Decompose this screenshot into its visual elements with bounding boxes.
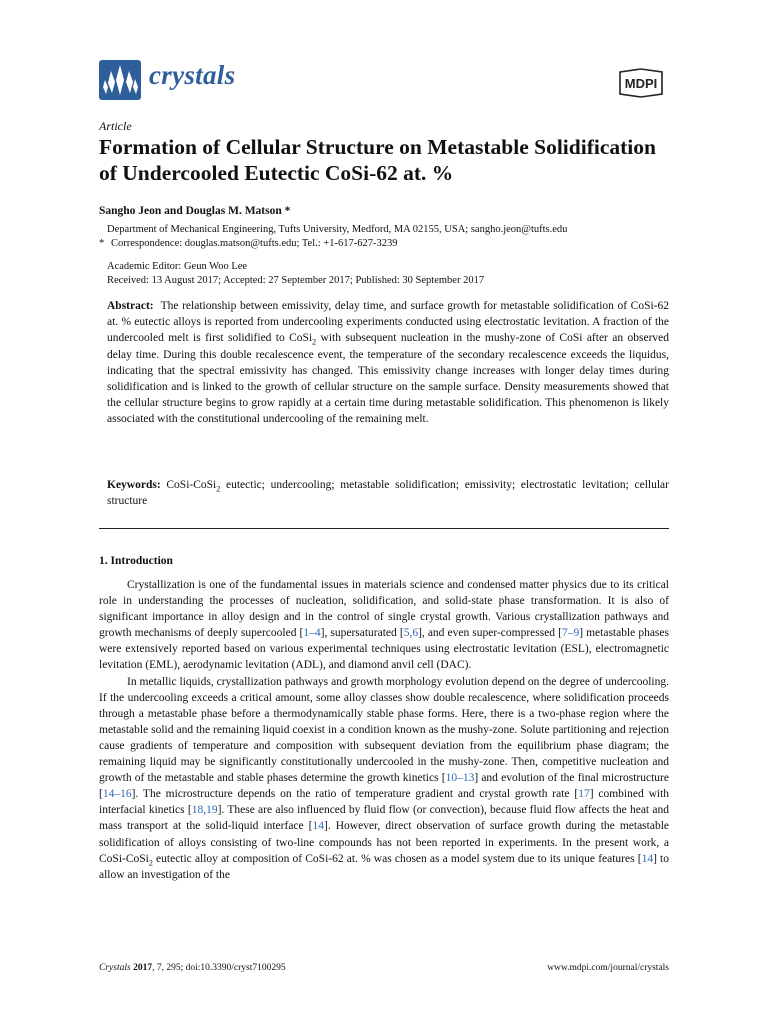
- abstract: [107, 298, 669, 428]
- text: ] combined with interfacial kinetics [: [99, 788, 670, 817]
- footer-year: 2017: [133, 963, 153, 973]
- keywords-text-1: CoSi-CoSi: [166, 479, 217, 491]
- mdpi-logo-text: MDPI: [624, 76, 658, 91]
- keywords: [107, 477, 669, 509]
- publication-dates: Received: 13 August 2017; Accepted: 27 September 2017; Published: 30 September 2017: [107, 275, 485, 286]
- abstract-label: Abstract:: [107, 300, 154, 312]
- journal-name: crystals: [149, 60, 236, 90]
- text: ]. These are also influenced by fluid flow (or convection), because fluid flow affects the heat and mass transport at the solid-liquid interface [: [99, 804, 669, 833]
- section-heading: 1. Introduction: [99, 555, 173, 567]
- mdpi-logo: [614, 68, 668, 98]
- text: eutectic alloy at composition of CoSi-62 at. % was chosen as a model system due to its unique features [: [152, 852, 642, 865]
- section-divider: [99, 528, 669, 529]
- abstract-text-1: The relationship between emissivity, delay time, and surface growth for metastable solidification of CoSi-62 at. % eutectic alloys is reported from undercooling experiments conducted using electrostatic levitation. A fraction of the undercooled melt is first solidified to CoSi: [107, 300, 669, 345]
- authors: Sangho Jeon and Douglas M. Matson *: [99, 205, 291, 217]
- text: ] to allow an investigation of the: [99, 852, 669, 881]
- article-type: Article: [99, 119, 132, 133]
- text: ] metastable phases were extensively reported based on various experimental techniques using electrostatic levitation (ESL), electromagnetic levitation (EML), aerodynamic levitation (ADL), and diamond anvil cell (DAC).: [99, 627, 669, 672]
- citation-link[interactable]: 10–13: [445, 772, 475, 785]
- footer-journal: Crystals: [99, 963, 131, 973]
- citation-link[interactable]: 5,6: [403, 627, 419, 640]
- citation-link[interactable]: 14: [641, 852, 654, 865]
- introduction-body: [99, 577, 669, 883]
- text: ], and even super-compressed [: [418, 627, 562, 640]
- citation-link[interactable]: 18,19: [191, 804, 218, 817]
- citation-link[interactable]: 7–9: [561, 627, 580, 640]
- academic-editor: Academic Editor: Geun Woo Lee: [107, 261, 248, 272]
- paragraph-1: [99, 577, 669, 674]
- crystal-cluster-icon: [99, 60, 141, 100]
- citation-link[interactable]: 1–4: [303, 627, 321, 640]
- abstract-subscript: 2: [312, 337, 317, 347]
- keywords-subscript: 2: [216, 484, 221, 494]
- text: ]. The microstructure depends on the ratio of temperature gradient and crystal growth rate [: [131, 788, 579, 801]
- text: Crystallization is one of the fundamental issues in materials science and condensed matter physics due to its critical role in understanding the processes of nucleation, solidification, and solid-state phase transformation. It is also of significant importance in alloy design and in the control of single crystal growth. Various crystallization pathways and growth mechanisms of deeply supercooled [: [99, 579, 669, 640]
- footer-citation: [99, 963, 286, 973]
- text: ] and evolution of the final microstructure [: [99, 772, 669, 801]
- crystals-logo: [99, 60, 141, 100]
- correspondence: [99, 237, 398, 251]
- citation-link[interactable]: 17: [578, 788, 590, 801]
- abstract-text-2: with subsequent nucleation in the mushy-zone of CoSi after an observed delay time. During this double recalescence event, the temperature of the secondary recalescence exceeds the liquidus, indicating that the spectral emissivity has changed. This emissivity change increases with longer delay times during solidification and is linked to the growth of cellular structure on the sample surface. Density measurements showed that the cellular structure begins to grow rapidly at a certain time during metastable solidification. This phenomenon is likely associated with the constitutional undercooling of the remaining melt.: [107, 332, 669, 426]
- affiliation: Department of Mechanical Engineering, Tufts University, Medford, MA 02155, USA; sangho.jeon@tufts.edu: [107, 224, 568, 235]
- article-title: Formation of Cellular Structure on Metastable Solidification of Undercooled Eutectic CoSi-62 at. %: [99, 135, 656, 185]
- subscript: 2: [148, 857, 153, 867]
- text: ], supersaturated [: [320, 627, 404, 640]
- paragraph-2: [99, 674, 669, 883]
- correspondence-text: Correspondence: douglas.matson@tufts.edu; Tel.: +1-617-627-3239: [111, 238, 398, 249]
- keywords-text-2: eutectic; undercooling; metastable solidification; emissivity; electrostatic levitation; cellular structure: [107, 479, 669, 508]
- footer-doi: , 7, 295; doi:10.3390/cryst7100295: [152, 963, 286, 973]
- text: ]. However, direct observation of surface growth during the metastable solidification of alloys consisting of two-line compounds has not been reported in experiments. In the present work, a CoSi-CoSi: [99, 820, 669, 865]
- citation-link[interactable]: 14: [312, 820, 324, 833]
- footer-url[interactable]: www.mdpi.com/journal/crystals: [547, 963, 669, 973]
- citation-link[interactable]: 14–16: [102, 788, 132, 801]
- correspondence-mark: *: [99, 238, 105, 249]
- keywords-label: Keywords:: [107, 479, 161, 491]
- text: In metallic liquids, crystallization pathways and growth morphology evolution depend on the degree of undercooling. If the undercooling exceeds a critical amount, some alloy classes show double recalescence, where solidification proceeds through a metastable phase before a thermodynamically stable phase forms. Here, there is a two-phase region where the metastable solid and the remaining liquid coexist in a condition known as the mushy-zone. Solute partitioning and rejection cause gradients of temperature and composition with subsequent deviation from the equilibrium phase diagram; the remaining liquid may be significantly constitutionally undercooled in the mushy-zone. Then, competitive nucleation and growth of the metastable and stable phases determine the growth kinetics [: [99, 675, 669, 785]
